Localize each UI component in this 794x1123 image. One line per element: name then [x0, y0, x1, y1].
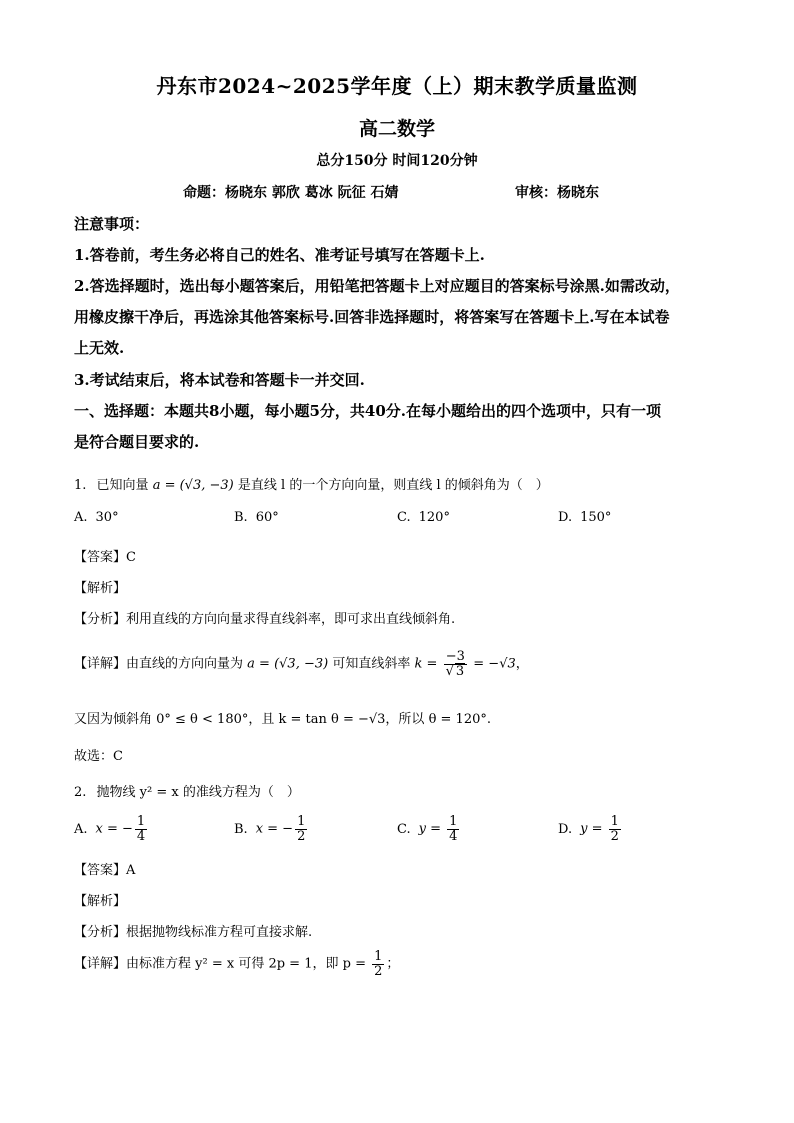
answer-value: A	[126, 863, 136, 878]
question-2-stem	[74, 781, 300, 800]
note-1: 1.答卷前，考生务必将自己的姓名、准考证号填写在答题卡上.	[74, 246, 485, 264]
question-1-stem	[74, 474, 549, 493]
answer-line	[74, 859, 135, 878]
analysis-tag: 【解析】	[74, 581, 127, 596]
fenxi-line	[74, 608, 455, 627]
answer-value: C	[126, 550, 136, 565]
note-2-line-1: 2.答选择题时，选出每小题答案后，用铅笔把答题卡上对应题目的答案标号涂黑.如需改动，	[74, 277, 680, 295]
section-1-line-2: 是符合题目要求的.	[74, 433, 200, 451]
detail-line-1: 【详解】由直线的方向向量为 a = (√3, −3) 可知直线斜率 k = $\frac{-3}{√ 3}$ = −√3，	[74, 649, 529, 679]
exam-authors: 命题：杨晓东 郭欣 葛冰 阮征 石婧	[183, 185, 399, 201]
question-text: 抛物线 y² = x 的准线方程为（ ）	[96, 785, 300, 800]
analysis-tag: 【解析】	[74, 894, 127, 909]
note-3: 3.考试结束后，将本试卷和答题卡一并交回.	[74, 371, 365, 389]
slope-expression: k =	[414, 656, 438, 672]
choice-a: A. x = − $\frac{1}{4}$	[74, 814, 146, 844]
question-number: 1.	[74, 478, 87, 493]
choice-a: A. 30°	[74, 510, 119, 525]
notes-heading: 注意事项：	[74, 215, 150, 233]
choice-c: C. y = $\frac{1}{4}$	[397, 814, 458, 844]
detail-tag: 【详解】	[74, 956, 127, 972]
exam-meta: 总分150分 时间120分钟	[316, 153, 478, 169]
exam-title: 丹东市2024~2025学年度（上）期末教学质量监测	[156, 74, 638, 98]
choice-d: D. 150°	[558, 510, 612, 525]
answer-line	[74, 546, 136, 565]
slope-fraction: $\frac{-3}{√ 3}$	[445, 649, 465, 679]
subject-title: 高二数学	[358, 118, 435, 140]
choice-b: B. 60°	[234, 510, 279, 525]
question-text-pre: 已知向量	[96, 478, 149, 493]
section-1-line-1: 一、选择题：本题共8小题，每小题5分，共40分.在每小题给出的四个选项中，只有一项	[74, 402, 661, 420]
exam-reviewer: 审核：杨晓东	[515, 185, 599, 201]
detail-line: 【详解】由标准方程 y² = x 可得 2p = 1，即 p = $\frac{1}{2}$ ；	[74, 949, 400, 979]
vector-expression: a = (√3, −3)	[152, 478, 234, 493]
choice-b: B. x = − $\frac{1}{2}$	[234, 814, 306, 844]
answer-tag: 【答案】	[74, 550, 127, 565]
choice-d: D. y = $\frac{1}{2}$	[558, 814, 619, 844]
choice-c: C. 120°	[397, 510, 450, 525]
question-number: 2.	[74, 785, 87, 800]
fenxi-text: 利用直线的方向向量求得直线斜率，即可求出直线倾斜角.	[126, 612, 456, 627]
detail-line-2: 又因为倾斜角 0° ≤ θ < 180°，且 k = tan θ = −√3，所以 θ = 120°.	[74, 712, 491, 727]
detail-tag: 【详解】	[74, 656, 127, 672]
fenxi-line	[74, 921, 312, 940]
fenxi-tag: 【分析】	[74, 612, 127, 627]
conclusion: 故选：C	[74, 749, 123, 764]
fenxi-tag: 【分析】	[74, 925, 127, 940]
fenxi-text: 根据抛物线标准方程可直接求解.	[126, 925, 313, 940]
answer-tag: 【答案】	[74, 863, 127, 878]
note-2-line-3: 上无效.	[74, 339, 125, 357]
question-text-post: 是直线 l 的一个方向向量，则直线 l 的倾斜角为（ ）	[237, 478, 549, 493]
note-2-line-2: 用橡皮擦干净后，再选涂其他答案标号.回答非选择题时，将答案写在答题卡上.写在本试卷	[74, 308, 670, 326]
vector-expression: a = (√3, −3)	[247, 656, 329, 672]
p-fraction: $\frac{1}{2}$	[374, 949, 383, 979]
